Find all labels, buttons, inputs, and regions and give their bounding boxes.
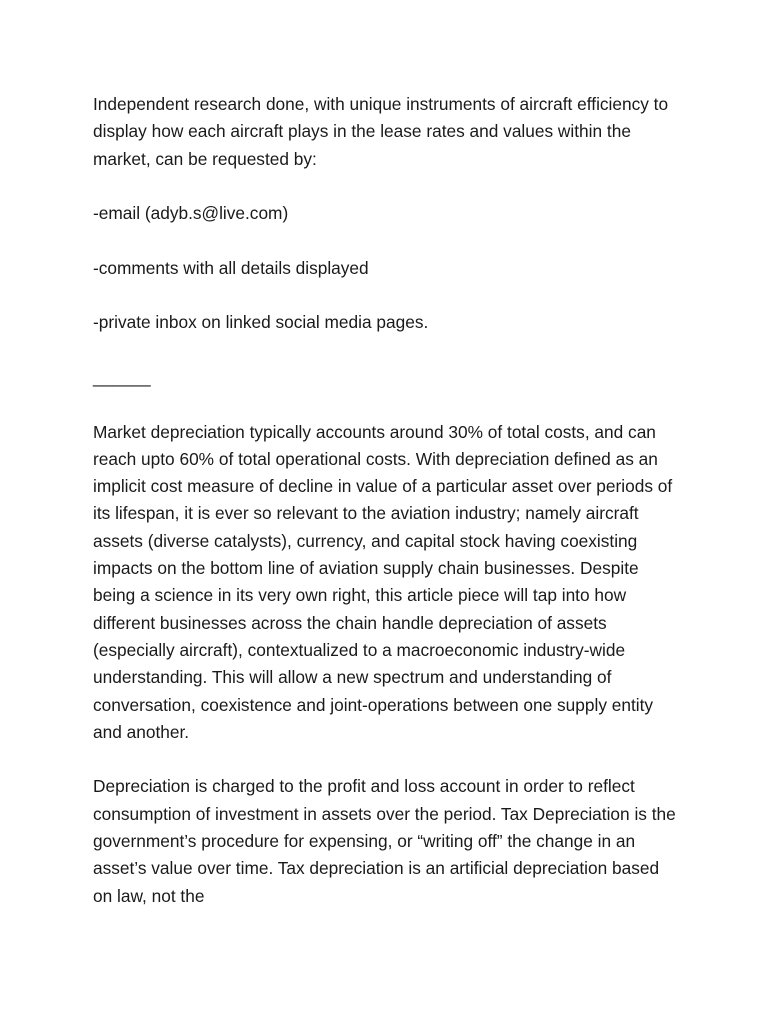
document-body	[93, 91, 683, 910]
contact-option-inbox: -private inbox on linked social media pages.	[93, 312, 429, 333]
contact-option-email: -email (adyb.s@live.com)	[93, 203, 289, 224]
body-paragraph-tax-depreciation: Depreciation is charged to the profit and loss account in order to reflect consumption of investment in assets over the period. Tax Depreciation is the government’s procedure for expensing, or “writing off” the change in an asset’s value over time. Tax depreciation is an artificial depreciation based on law, not the	[93, 776, 676, 906]
body-paragraph-depreciation-overview: Market depreciation typically accounts around 30% of total costs, and can reach upto 60% of total operational costs. With depreciation defined as an implicit cost measure of decline in value of a particular asset over periods of its lifespan, it is ever so relevant to the aviation industry; namely aircraft assets (diverse catalysts), currency, and capital stock having coexisting impacts on the bottom line of aviation supply chain businesses. Despite being a science in its very own right, this article piece will tap into how different businesses across the chain handle depreciation of assets (especially aircraft), contextualized to a macroeconomic industry-wide understanding. This will allow a new spectrum and understanding of conversation, coexistence and joint-operations between one supply entity and another.	[93, 421, 673, 742]
section-separator: ______	[93, 366, 151, 387]
contact-option-comments: -comments with all details displayed	[93, 257, 369, 278]
intro-paragraph: Independent research done, with unique instruments of aircraft efficiency to display how each aircraft plays in the lease rates and values within the market, can be requested by:	[93, 94, 669, 169]
